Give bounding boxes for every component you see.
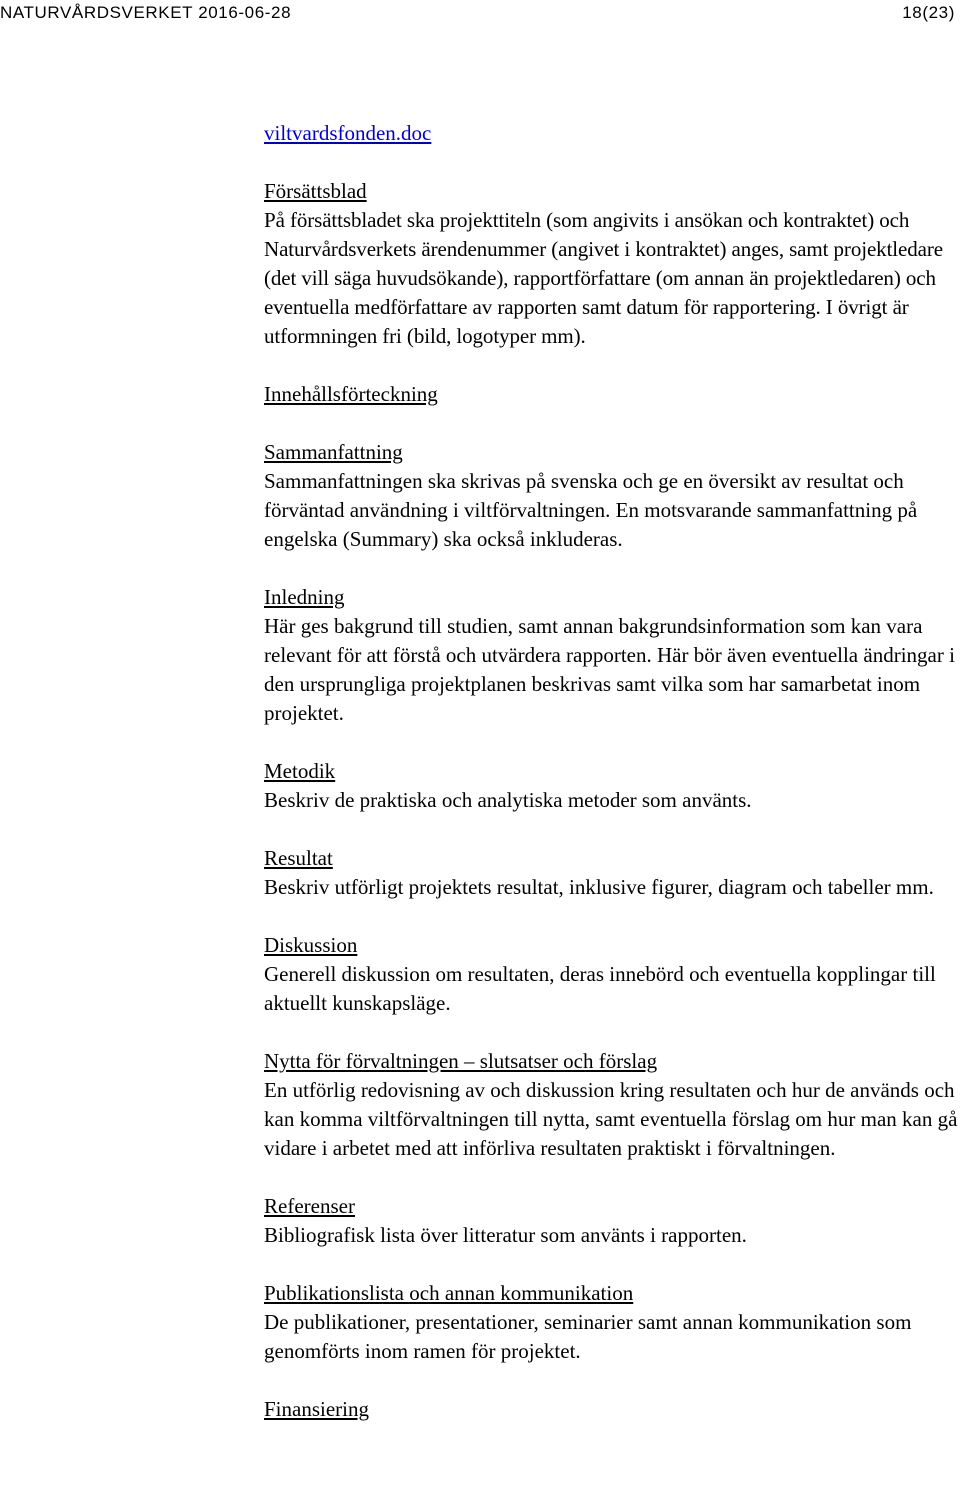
header-page-number: 18(23): [902, 3, 955, 22]
section-heading: Referenser: [264, 1194, 355, 1218]
section-heading: Sammanfattning: [264, 440, 403, 464]
page-header: [0, 2, 955, 24]
section-sammanfattning: [264, 438, 960, 554]
section-heading: Inledning: [264, 585, 345, 609]
section-nytta-for-forvaltningen: [264, 1047, 960, 1163]
section-body: Generell diskussion om resultaten, deras innebörd och eventuella kopplingar till aktuellt kunskapsläge.: [264, 962, 936, 1015]
document-content: [264, 119, 960, 1453]
section-metodik: [264, 757, 960, 815]
section-heading: Metodik: [264, 759, 336, 783]
section-body: De publikationer, presentationer, seminarier samt annan kommunikation som genomförts inom ramen för projektet.: [264, 1310, 912, 1363]
section-diskussion: [264, 931, 960, 1018]
section-heading: Finansiering: [264, 1397, 369, 1421]
header-publisher-date: NATURVÅRDSVERKET 2016-06-28: [0, 3, 292, 22]
section-body: Här ges bakgrund till studien, samt annan bakgrundsinformation som kan vara relevant för att förstå och utvärdera rapporten. Här bör även eventuella ändringar i den ursprungliga projektplanen beskrivas samt vilka som har samarbetat inom projektet.: [264, 614, 955, 725]
section-referenser: [264, 1192, 960, 1250]
section-body: På försättsbladet ska projekttiteln (som angivits i ansökan och kontraktet) och Naturvårdsverkets ärendenummer (angivet i kontraktet) anges, samt projektledare (det vill säga huvudsökande), rapportförfattare (om annan än projektledaren) och eventuella medförfattare av rapporten samt datum för rapportering. I övrigt är utformningen fri (bild, logotyper mm).: [264, 208, 943, 348]
section-forsattsblad: [264, 177, 960, 351]
section-body: Sammanfattningen ska skrivas på svenska och ge en översikt av resultat och förväntad användning i viltförvaltningen. En motsvarande sammanfattning på engelska (Summary) ska också inkluderas.: [264, 469, 918, 551]
section-heading: Innehållsförteckning: [264, 382, 438, 406]
section-body: Bibliografisk lista över litteratur som använts i rapporten.: [264, 1223, 747, 1247]
section-heading: Publikationslista och annan kommunikation: [264, 1281, 634, 1305]
section-heading: Nytta för förvaltningen – slutsatser och förslag: [264, 1049, 658, 1073]
section-body: Beskriv de praktiska och analytiska metoder som använts.: [264, 788, 752, 812]
section-innehallsforteckning: [264, 380, 960, 409]
section-body: En utförlig redovisning av och diskussion kring resultaten och hur de används och kan komma viltförvaltningen till nytta, samt eventuella förslag om hur man kan gå vidare i arbetet med att införliva resultaten praktiskt i förvaltningen.: [264, 1078, 958, 1160]
section-body: Beskriv utförligt projektets resultat, inklusive figurer, diagram och tabeller mm.: [264, 875, 934, 899]
section-heading: Försättsblad: [264, 179, 367, 203]
section-publikationslista: [264, 1279, 960, 1366]
section-heading: Diskussion: [264, 933, 358, 957]
section-finansiering: [264, 1395, 960, 1424]
filename-link[interactable]: viltvardsfonden.doc: [264, 121, 432, 145]
section-heading: Resultat: [264, 846, 333, 870]
section-resultat: [264, 844, 960, 902]
section-inledning: [264, 583, 960, 728]
